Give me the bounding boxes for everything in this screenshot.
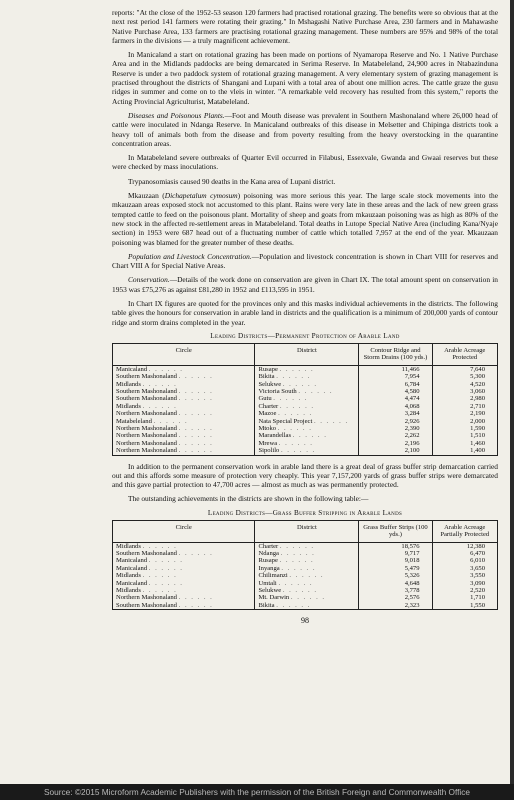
table-cell: Charter . . . . . . [258, 402, 315, 410]
table-cell: Selukwe . . . . . . [258, 380, 318, 388]
district-cell [255, 365, 359, 455]
table-row [113, 365, 498, 455]
leader-dots: . . . . . . [289, 572, 325, 580]
leader-dots: . . . . . . [148, 564, 184, 572]
paragraph-trypanosomiasis: Trypanosomiasis caused 90 deaths in the Kana area of Lupani district. [128, 176, 336, 186]
table-cell: Matabeleland . . . . . . [116, 417, 189, 425]
heading-conservation: Conservation. [128, 275, 170, 285]
leader-dots: . . . . . . [281, 564, 316, 572]
table-cell: 2,390 [404, 424, 420, 432]
leader-dots: . . . . . . [142, 542, 178, 550]
column-header-district: District [255, 343, 359, 365]
district-cell [255, 542, 359, 610]
table-cell: 4,648 [404, 579, 420, 587]
paragraph-population [112, 252, 498, 271]
table-cell: 2,323 [404, 601, 420, 609]
leader-dots: . . . . . . [313, 417, 349, 425]
table-cell: Midlands . . . . . . [116, 402, 178, 410]
value-cell [359, 542, 432, 610]
paragraph-diseases [112, 111, 498, 148]
table-cell: 6,784 [404, 380, 420, 388]
column-header-arable-protected: Arable Acreage Protected [432, 343, 497, 365]
table-cell: 2,926 [404, 417, 420, 425]
table-cell: Manicaland . . . . . . [116, 579, 184, 587]
column-header-district: District [255, 520, 359, 542]
leader-dots: . . . . . . [178, 550, 214, 557]
table-body [113, 542, 498, 610]
leader-dots: . . . . . . [178, 424, 214, 432]
table-cell: Sipolilo . . . . . . [258, 447, 316, 455]
table-cell: 11,466 [401, 365, 420, 373]
table-cell: 6,470 [470, 550, 485, 557]
table-cell: 2,100 [404, 447, 420, 455]
table-cell: Mazoe . . . . . . [258, 410, 313, 418]
table-cell: Nata Special Project . . . . . . [258, 417, 349, 425]
paragraph-conservation [112, 275, 498, 294]
value-cell [359, 365, 432, 455]
column-header-circle: Circle [113, 520, 255, 542]
leader-dots: . . . . . . [279, 402, 315, 410]
mkauzaan-species: Dichapetalum cymosum [164, 191, 238, 201]
paragraph-mkauzaan [112, 191, 498, 247]
table-cell: 5,479 [404, 564, 420, 572]
table-grass-buffer [112, 520, 498, 610]
leader-dots: . . . . . . [178, 387, 214, 395]
table-cell: 3,778 [404, 587, 420, 595]
table-row [113, 542, 498, 610]
table-cell: 18,576 [401, 542, 420, 550]
table-cell: 2,980 [470, 395, 485, 403]
circle-cell [113, 365, 255, 455]
leader-dots: . . . . . . [276, 373, 311, 381]
table-cell: 5,326 [404, 572, 420, 580]
table-cell: Mt. Darwin . . . . . . [258, 594, 326, 602]
table-cell: Bikita . . . . . . [258, 373, 311, 381]
leader-dots: . . . . . . [142, 572, 178, 580]
table-cell: 1,710 [470, 594, 485, 602]
table-cell: Inyanga . . . . . . [258, 564, 316, 572]
leader-dots: . . . . . . [278, 410, 313, 418]
table-cell: 2,710 [470, 402, 485, 410]
table-cell: Midlands . . . . . . [116, 542, 178, 550]
leader-dots: . . . . . . [142, 587, 178, 595]
table-cell: 9,717 [404, 550, 420, 557]
table-cell: 4,580 [404, 387, 420, 395]
table-body [113, 365, 498, 455]
page-number: 98 [301, 616, 309, 626]
table-cell: Northern Mashonaland . . . . . . [116, 439, 214, 447]
column-header-circle: Circle [113, 343, 255, 365]
table-cell: 3,060 [470, 387, 485, 395]
table-cell: Mtoko . . . . . . [258, 424, 313, 432]
table-cell: 4,520 [470, 380, 485, 388]
leader-dots: . . . . . . [178, 439, 214, 447]
leader-dots: . . . . . . [278, 579, 314, 587]
table-cell: 1,510 [470, 432, 485, 440]
table-permanent-protection [112, 343, 498, 456]
table-caption-permanent-protection: Leading Districts—Permanent Protection of Arable Land [210, 331, 400, 340]
footer-copyright: Source: ©2015 Microform Academic Publishers with the permission of the British Foreign and Commonwealth Office [0, 784, 514, 800]
table-cell: Marandellas . . . . . . [258, 432, 328, 440]
table-cell: 1,550 [470, 601, 485, 609]
table-cell: Manicaland . . . . . . [116, 365, 184, 373]
paragraph-grass-buffer: In addition to the permanent conservation work in arable land there is a great deal of grass buffer strip demarcation carried out and this affords some measure of protection very cheaply. This year 7,157,200 yards of grass buffer strips were demarcated and this gave partial protection to 47,700 acres — almost as much as was permanently protected. [112, 461, 498, 490]
acreage-cell [432, 365, 497, 455]
table-cell: Mrewa . . . . . . [258, 439, 314, 447]
heading-population: Population and Livestock Concentration. [128, 251, 252, 261]
leader-dots: . . . . . . [277, 424, 313, 432]
paragraph-manicaland: In Manicaland a start on rotational grazing has been made on portions of Nyamaropa Reserve and No. 1 Native Purchase Area and in the Midlands paddocks are being demarcated in Serima Reserve. In Matabeleland, 24,900 acres in Ntabazinduna Reserve is under a two paddock system of rotational grazing management. A very elementary system of grazing management is practised throughout the districts of Shangani and Lupani with a total area of about one million acres. The cattle graze the gusu ridges in summer and come on to the vleis in winter. "A remarkable veld recovery has resulted from this system," reports the Acting Provincial Agriculturist, Matabeleland. [112, 50, 498, 106]
leader-dots: . . . . . . [178, 410, 214, 418]
table-cell: 3,284 [404, 410, 420, 418]
heading-diseases: Diseases and Poisonous Plants. [128, 110, 225, 120]
leader-dots: . . . . . . [282, 380, 318, 388]
leader-dots: . . . . . . [276, 601, 311, 609]
table-cell: Northern Mashonaland . . . . . . [116, 432, 214, 440]
table-cell: Charter . . . . . . [258, 542, 315, 550]
table-cell: 6,010 [470, 557, 485, 565]
leader-dots: . . . . . . [298, 387, 333, 395]
leader-dots: . . . . . . [279, 365, 315, 373]
table-cell: 2,190 [470, 410, 485, 418]
table-cell: Southern Mashonaland . . . . . . [116, 395, 214, 403]
table-cell: 12,380 [466, 542, 485, 550]
leader-dots: . . . . . . [178, 594, 214, 602]
table-cell: Southern Mashonaland . . . . . . [116, 387, 214, 395]
table-cell: Midlands . . . . . . [116, 380, 178, 388]
table-cell: 2,576 [404, 594, 420, 602]
leader-dots: . . . . . . [292, 432, 328, 440]
table-cell: Bikita . . . . . . [258, 601, 311, 609]
leader-dots: . . . . . . [280, 550, 316, 557]
leader-dots: . . . . . . [178, 395, 214, 403]
table-cell: 4,474 [404, 395, 420, 403]
table-cell: Midlands . . . . . . [116, 572, 178, 580]
table-cell: 3,650 [470, 564, 485, 572]
table-cell: Southern Mashonaland . . . . . . [116, 601, 214, 609]
table-cell: 7,954 [404, 373, 420, 381]
leader-dots: . . . . . . [279, 542, 315, 550]
table-cell: Northern Mashonaland . . . . . . [116, 447, 214, 455]
table-cell: 1,590 [470, 424, 485, 432]
column-header-contour-ridge: Contour Ridge and Storm Drains (100 yds.) [359, 343, 432, 365]
paragraph-chart-ix: In Chart IX figures are quoted for the provinces only and this masks individual achievements in the districts. The following table gives the honours for conservation in arable land in districts and the qualification is a minimum of 200,000 yards of contour ridge and storm drains completed in the year. [112, 299, 498, 327]
circle-cell [113, 542, 255, 610]
table-cell: 4,068 [404, 402, 420, 410]
leader-dots: . . . . . . [148, 557, 184, 565]
table-cell: Ndanga . . . . . . [258, 550, 316, 557]
leader-dots: . . . . . . [278, 439, 314, 447]
leader-dots: . . . . . . [178, 373, 214, 381]
table-cell: Umtali . . . . . . [258, 579, 314, 587]
table-cell: 2,262 [404, 432, 420, 440]
table-cell: Manicaland . . . . . . [116, 564, 184, 572]
table-cell: 3,550 [470, 572, 485, 580]
leader-dots: . . . . . . [282, 587, 318, 595]
table-cell: Manicaland . . . . . . [116, 557, 184, 565]
leader-dots: . . . . . . [142, 380, 178, 388]
table-cell: Rusape . . . . . . [258, 365, 315, 373]
table-cell: Chilimanzi . . . . . . [258, 572, 325, 580]
leader-dots: . . . . . . [178, 432, 214, 440]
leader-dots: . . . . . . [153, 417, 189, 425]
table-cell: 2,520 [470, 587, 485, 595]
table-caption-grass-buffer: Leading Districts—Grass Buffer Stripping in Arable Lands [207, 508, 403, 517]
table-cell: 2,000 [470, 417, 485, 425]
column-header-grass-buffer: Grass Buffer Strips (100 yds.) [359, 520, 432, 542]
table-cell: Northern Mashonaland . . . . . . [116, 410, 214, 418]
table-cell: Midlands . . . . . . [116, 587, 178, 595]
mkauzaan-text-a: Mkauzaan ( [128, 191, 165, 201]
leader-dots: . . . . . . [281, 447, 316, 455]
column-header-arable-partially: Arable Acreage Partially Protected [432, 520, 497, 542]
table-cell: 1,460 [470, 439, 485, 447]
acreage-cell [432, 542, 497, 610]
population-text: —Population and livestock concentration is shown in Chart VIII for reserves and Chart VIII A for Special Native Areas. [112, 251, 498, 271]
leader-dots: . . . . . . [148, 365, 184, 373]
table-cell: Gutu . . . . . . [258, 395, 308, 403]
table-cell: 2,196 [404, 439, 420, 447]
table-cell: Northern Mashonaland . . . . . . [116, 424, 214, 432]
leader-dots: . . . . . . [273, 395, 308, 403]
conservation-text: —Details of the work done on conservation are given in Chart IX. The total amount spent on conservation in 1953 was £75,276 as against £81,280 in 1952 and £113,595 in 1951. [112, 275, 498, 294]
mkauzaan-text-b: ) poisoning was more serious this year. The large scale stock movements into the mkauzaan areas exposed stock not accustomed to this plant. Rains were very late in these areas and the lack of new green grass tempted cattle to feed on the poisonous plant. Mortality of sheep and goats from mkauzaan poisoning was as high as 80% of the new stock in the affected re-settlement areas in Matabeleland. Total deaths in Lutope Special Native Area (including Kana/Nyaje section) in 1953 were 687 head out of a fluctuating number of cattle which totalled 7,957 at the end of the year. Mkauzaan poisoning was blamed for the greater number of these deaths. [112, 191, 498, 247]
table-cell: 1,400 [470, 447, 485, 455]
leader-dots: . . . . . . [148, 579, 184, 587]
table-cell: Victoria South . . . . . . [258, 387, 333, 395]
table-cell: 3,090 [470, 579, 485, 587]
table-cell: Southern Mashonaland . . . . . . [116, 373, 214, 381]
table-cell: 9,018 [404, 557, 420, 565]
table-cell: 7,640 [470, 365, 485, 373]
table-cell: Southern Mashonaland . . . . . . [116, 550, 214, 557]
table-cell: Rusape . . . . . . [258, 557, 315, 565]
leader-dots: . . . . . . [279, 557, 315, 565]
paragraph-rotational-grazing: reports: "At the close of the 1952-53 season 120 farmers had practised rotational grazing. The benefits were so obvious that at the next rest period 141 farmers were rotating their grazing." In Mshagashi Native Purchase Area, 230 farmers and in Mahawashe Native Purchase Area, 133 farmers are practising rotational grazing management. These numbers are 95% and 98% of the total farmers in the divisions — a truly magnificent achievement. [112, 8, 498, 45]
leader-dots: . . . . . . [178, 447, 214, 455]
leader-dots: . . . . . . [290, 594, 326, 602]
paragraph-outstanding: The outstanding achievements in the districts are shown in the following table:— [128, 494, 369, 504]
leader-dots: . . . . . . [178, 601, 214, 609]
table-cell: Northern Mashonaland . . . . . . [116, 594, 214, 602]
table-cell: Selukwe . . . . . . [258, 587, 318, 595]
table-cell: 5,300 [470, 373, 485, 381]
paragraph-quarter-evil: In Matabeleland severe outbreaks of Quarter Evil occurred in Filabusi, Essexvale, Gwanda and Gwaai reserves but these were checked by mass inoculations. [112, 153, 498, 172]
diseases-text: —Foot and Mouth disease was prevalent in Southern Mashonaland where 26,000 head of cattle were inoculated in Ndanga Reserve. In Manicaland outbreaks of this disease in Melsetter and Chipinga districts took a heavy toll of animals both from the disease and from poverty resulting from the heavy overstocking in the quarantine concentration areas. [112, 110, 498, 148]
leader-dots: . . . . . . [142, 402, 178, 410]
